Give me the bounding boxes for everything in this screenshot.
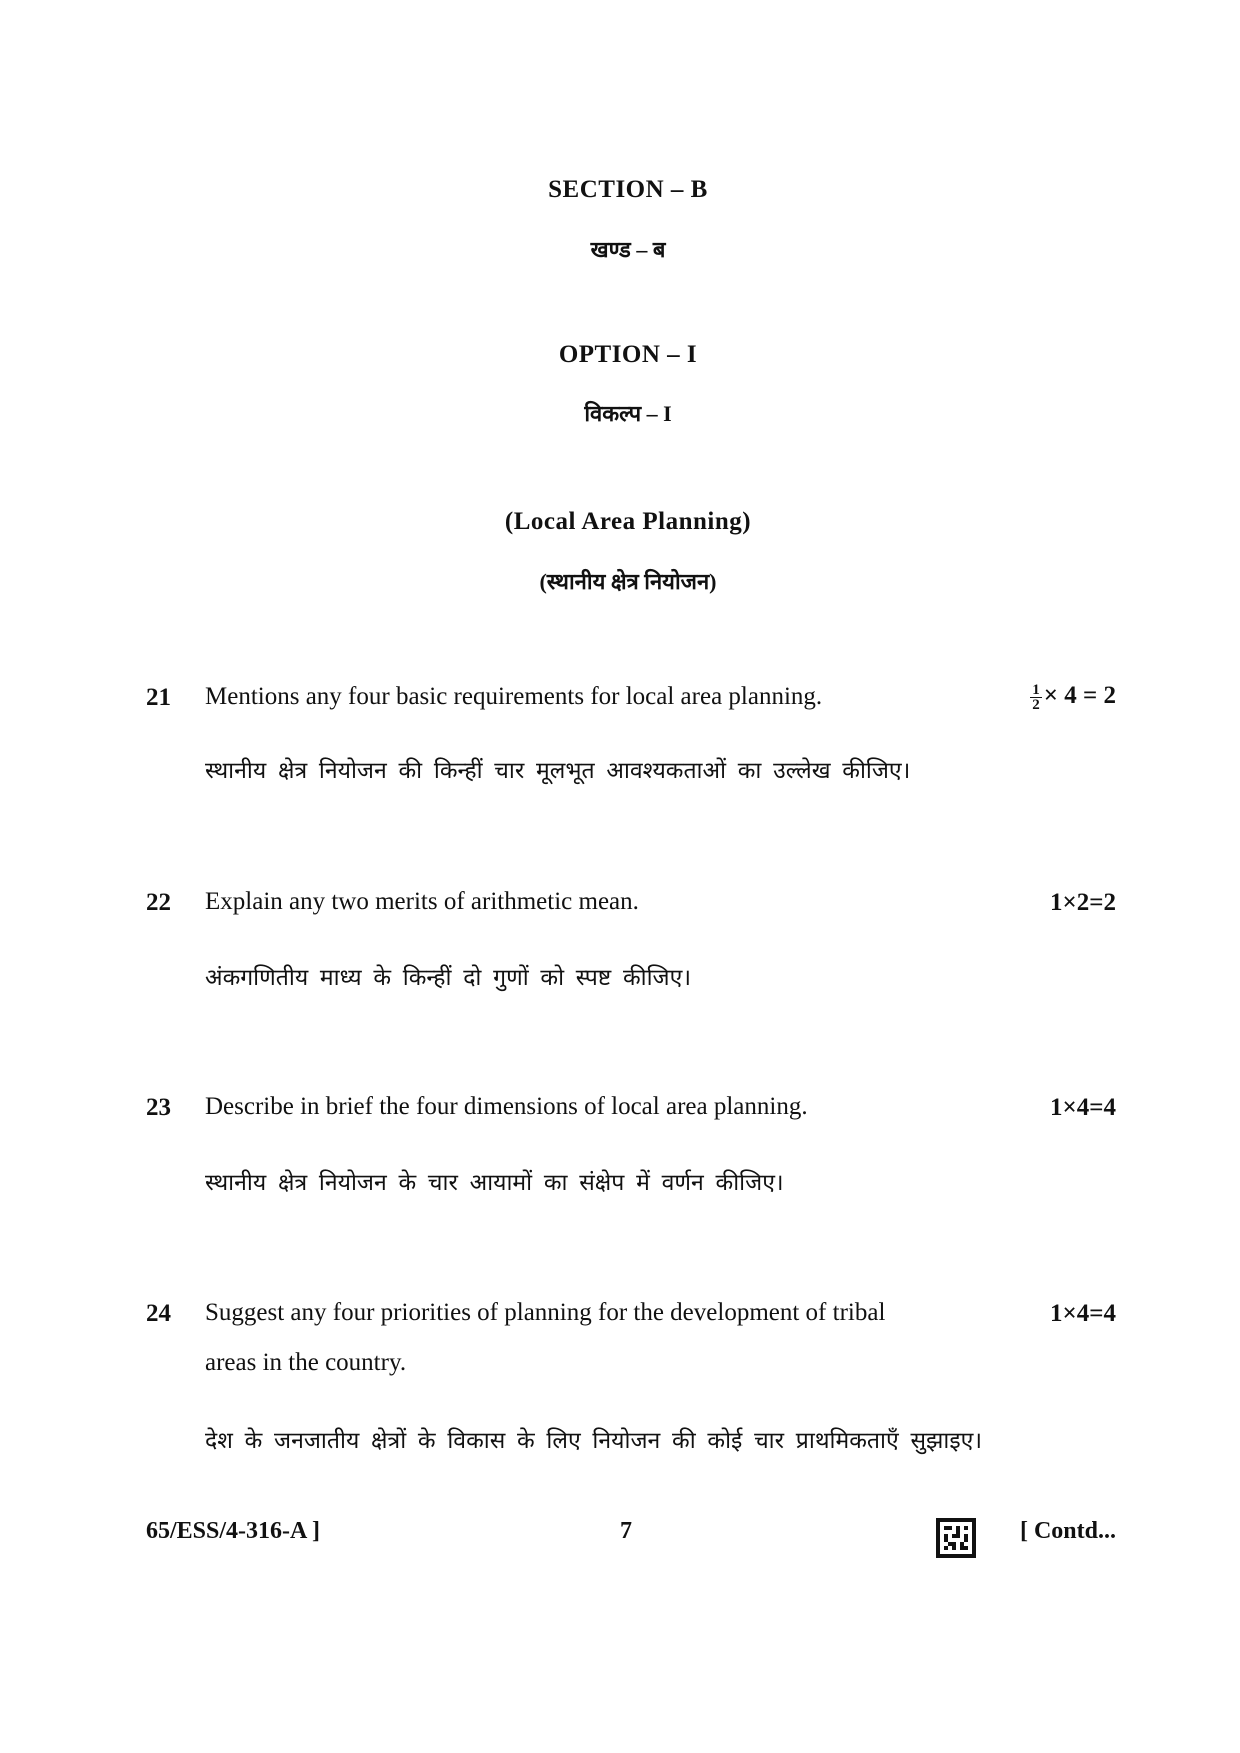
section-heading: SECTION – B (548, 176, 708, 203)
question-number: 24 (146, 1300, 171, 1327)
question-text-en: Explain any two merits of arithmetic mean. (205, 888, 639, 915)
question-text-en-line1: Suggest any four priorities of planning for the development of tribal (205, 1299, 886, 1326)
page-number: 7 (620, 1518, 632, 1544)
section-heading-hindi: खण्ड – ब (590, 237, 666, 262)
paper-code: 65/ESS/4-316-A ] (146, 1518, 321, 1544)
topic-heading-hindi: (स्थानीय क्षेत्र नियोजन) (539, 569, 717, 594)
qr-code-icon (936, 1518, 976, 1558)
question-number: 23 (146, 1094, 171, 1121)
question-number: 21 (146, 684, 171, 711)
question-marks: 1×4=4 (1050, 1300, 1116, 1327)
fraction-half: $\frac{1}{2}$ (1032, 681, 1040, 713)
continued-label: [ Contd... (1019, 1518, 1116, 1544)
question-text-hi: स्थानीय क्षेत्र नियोजन के चार आयामों का संक्षेप में वर्णन कीजिए। (205, 1170, 784, 1195)
question-text-hi: अंकगणितीय माध्य के किन्हीं दो गुणों को स्पष्ट कीजिए। (205, 965, 692, 990)
topic-heading: (Local Area Planning) (504, 508, 752, 535)
question-marks: 1×2=2 (1050, 889, 1116, 916)
question-text-hi: देश के जनजातीय क्षेत्रों के विकास के लिए नियोजन की कोई चार प्राथमिकताएँ सुझाइए। (205, 1428, 983, 1453)
question-number: 22 (146, 889, 171, 916)
option-heading: OPTION – I (558, 341, 698, 368)
question-marks: $\frac{1}{2}$ × 4 = 2 (1032, 681, 1116, 713)
question-text-en: Mentions any four basic requirements for local area planning. (205, 683, 823, 710)
question-text-en-line2: areas in the country. (205, 1349, 407, 1376)
question-text-en: Describe in brief the four dimensions of local area planning. (205, 1093, 808, 1120)
question-text-hi: स्थानीय क्षेत्र नियोजन की किन्हीं चार मूलभूत आवश्यकताओं का उल्लेख कीजिए। (205, 758, 911, 783)
question-marks: 1×4=4 (1050, 1094, 1116, 1121)
option-heading-hindi: विकल्प – I (584, 401, 672, 426)
